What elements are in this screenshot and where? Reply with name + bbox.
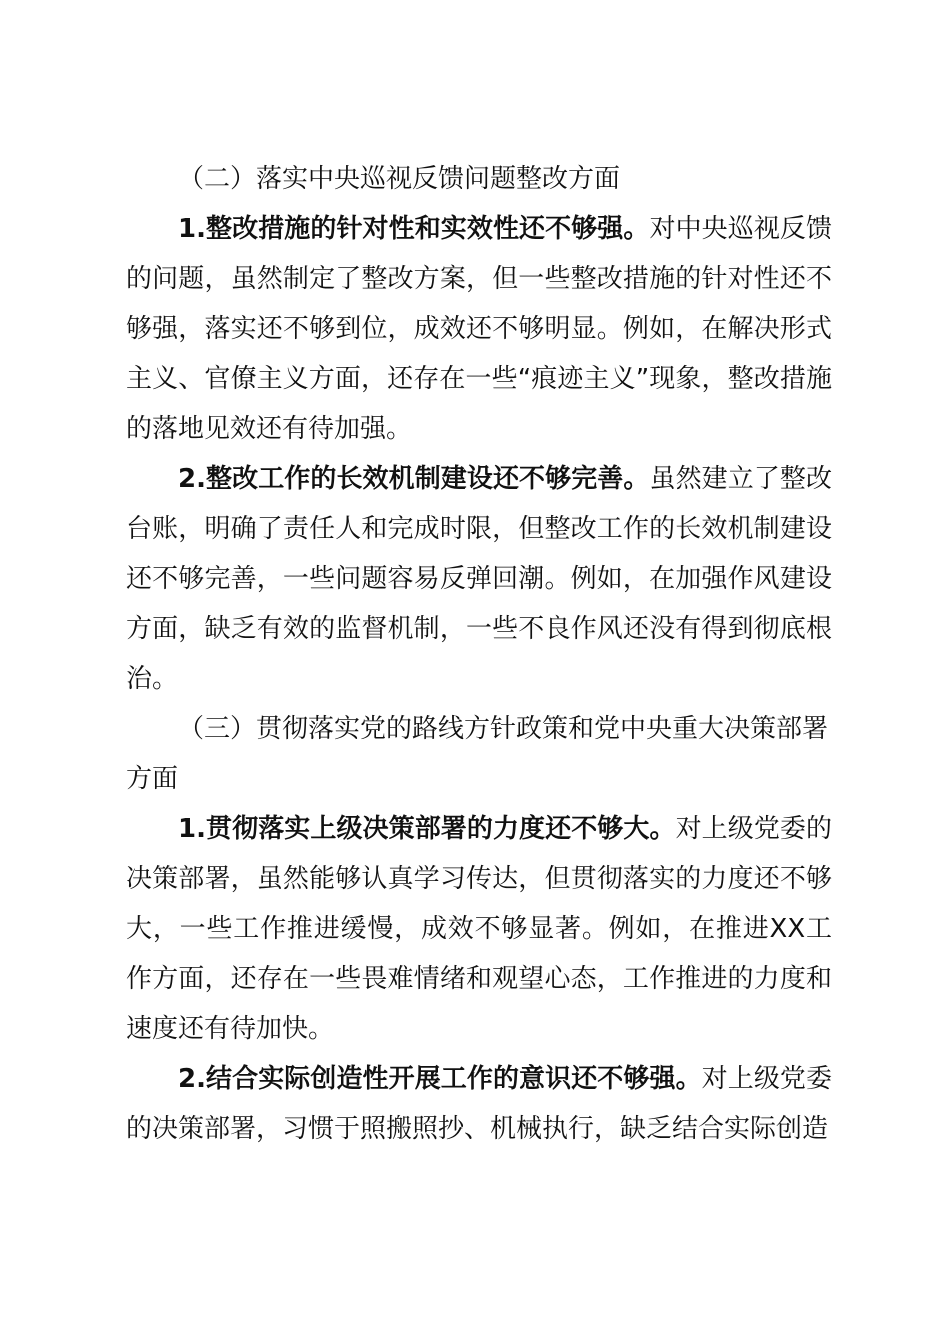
paragraph-lead: 2.结合实际创造性开展工作的意识还不够强。 bbox=[178, 1064, 702, 1094]
paragraph-lead: 1.贯彻落实上级决策部署的力度还不够大。 bbox=[178, 814, 676, 844]
paragraph-body: 对上级党委的决策部署，习惯于照搬照抄、机械执行，缺乏结合实际创造 bbox=[126, 1064, 832, 1144]
paragraph-lead: 1.整改措施的针对性和实效性还不够强。 bbox=[178, 214, 650, 244]
document-page bbox=[126, 154, 832, 1154]
paragraph-lead: 2.整改工作的长效机制建设还不够完善。 bbox=[178, 464, 650, 494]
paragraph-3-2 bbox=[126, 1054, 832, 1154]
paragraph-3-1 bbox=[126, 804, 832, 1054]
paragraph-body: 对中央巡视反馈的问题，虽然制定了整改方案，但一些整改措施的针对性还不够强，落实还不够到位，成效还不够明显。例如，在解决形式主义、官僚主义方面，还存在一些“痕迹主义”现象，整改措施的落地见效还有待加强。 bbox=[126, 214, 832, 444]
section-heading-2: （二）落实中央巡视反馈问题整改方面 bbox=[178, 164, 621, 194]
paragraph-2-2 bbox=[126, 454, 832, 704]
paragraph-body: 虽然建立了整改台账，明确了责任人和完成时限，但整改工作的长效机制建设还不够完善，一些问题容易反弹回潮。例如，在加强作风建设方面，缺乏有效的监督机制，一些不良作风还没有得到彻底根治。 bbox=[126, 464, 832, 694]
paragraph-2-1 bbox=[126, 204, 832, 454]
section-heading-3: （三）贯彻落实党的路线方针政策和党中央重大决策部署方面 bbox=[126, 714, 829, 794]
paragraph-body: 对上级党委的决策部署，虽然能够认真学习传达，但贯彻落实的力度还不够大，一些工作推进缓慢，成效不够显著。例如，在推进XX工作方面，还存在一些畏难情绪和观望心态，工作推进的力度和速度还有待加快。 bbox=[126, 814, 832, 1044]
